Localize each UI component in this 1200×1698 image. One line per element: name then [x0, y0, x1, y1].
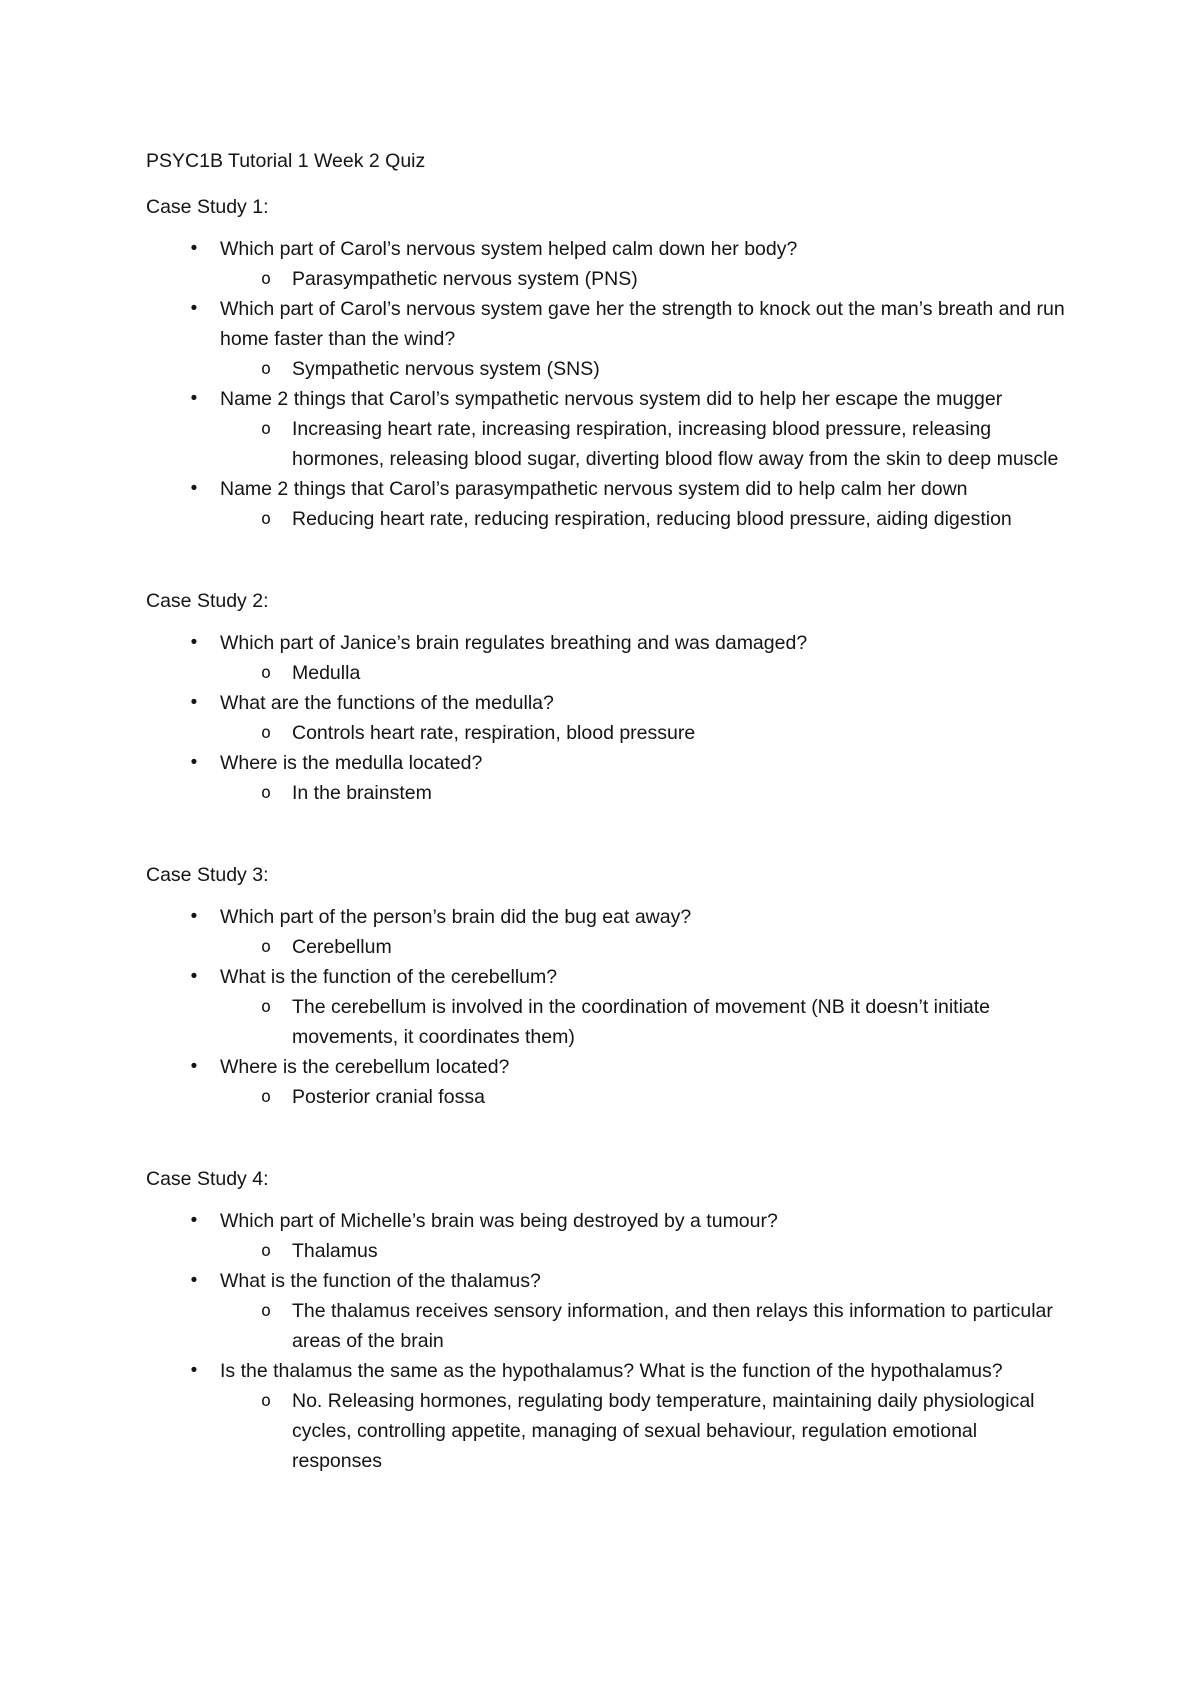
answer-text: Reducing heart rate, reducing respiration, reducing blood pressure, aiding digestion — [292, 508, 1012, 530]
question-text: Which part of the person’s brain did the bug eat away? — [220, 906, 692, 928]
question-text: What is the function of the cerebellum? — [220, 966, 558, 988]
answer-text: The cerebellum is involved in the coordination of movement (NB it doesn’t initiate movements, it coordinates them) — [292, 996, 991, 1048]
answer-item — [146, 414, 1066, 474]
question-item — [146, 1206, 1066, 1236]
question-text: Which part of Michelle’s brain was being destroyed by a tumour? — [220, 1210, 778, 1232]
answer-bullet-icon: o — [260, 509, 272, 529]
document-title: PSYC1B Tutorial 1 Week 2 Quiz — [146, 150, 426, 172]
case-study-heading: Case Study 4: — [146, 1168, 269, 1190]
answer-bullet-icon: o — [260, 1301, 272, 1321]
case-study-section — [146, 1164, 1066, 1476]
question-list — [146, 902, 1066, 1112]
answer-bullet-icon: o — [260, 783, 272, 803]
answer-item — [146, 504, 1066, 534]
question-item — [146, 962, 1066, 992]
question-item — [146, 234, 1066, 264]
answer-text: Increasing heart rate, increasing respiration, increasing blood pressure, releasing hormones, releasing blood sugar, diverting blood flow away from the skin to deep muscle — [292, 418, 1059, 470]
answer-bullet-icon: o — [260, 1241, 272, 1261]
answer-text: Parasympathetic nervous system (PNS) — [292, 268, 638, 290]
bullet-icon: • — [190, 1270, 198, 1291]
answer-bullet-icon: o — [260, 997, 272, 1017]
question-text: Name 2 things that Carol’s sympathetic nervous system did to help her escape the mugger — [220, 388, 1003, 410]
bullet-icon: • — [190, 632, 198, 653]
question-item — [146, 1356, 1066, 1386]
answer-item — [146, 354, 1066, 384]
case-study-heading: Case Study 3: — [146, 864, 269, 886]
question-item — [146, 628, 1066, 658]
question-text: Which part of Janice’s brain regulates breathing and was damaged? — [220, 632, 808, 654]
answer-bullet-icon: o — [260, 937, 272, 957]
answer-bullet-icon: o — [260, 1087, 272, 1107]
answer-text: Sympathetic nervous system (SNS) — [292, 358, 600, 380]
answer-item — [146, 718, 1066, 748]
answer-item — [146, 992, 1066, 1052]
answer-item — [146, 932, 1066, 962]
question-item — [146, 748, 1066, 778]
question-list — [146, 234, 1066, 534]
answer-text: Medulla — [292, 662, 361, 684]
answer-item — [146, 658, 1066, 688]
bullet-icon: • — [190, 1360, 198, 1381]
answer-bullet-icon: o — [260, 269, 272, 289]
answer-item — [146, 1082, 1066, 1112]
answer-text: Posterior cranial fossa — [292, 1086, 485, 1108]
question-text: Which part of Carol’s nervous system gave her the strength to knock out the man’s breath and run home faster than the wind? — [220, 298, 1065, 350]
answer-text: No. Releasing hormones, regulating body temperature, maintaining daily physiological cycles, controlling appetite, managing of sexual behaviour, regulation emotional responses — [292, 1390, 1035, 1472]
question-item — [146, 384, 1066, 414]
question-item — [146, 688, 1066, 718]
bullet-icon: • — [190, 478, 198, 499]
question-item — [146, 1266, 1066, 1296]
answer-text: Controls heart rate, respiration, blood pressure — [292, 722, 696, 744]
case-study-section — [146, 192, 1066, 534]
case-study-heading: Case Study 1: — [146, 196, 269, 218]
bullet-icon: • — [190, 1210, 198, 1231]
answer-item — [146, 778, 1066, 808]
answer-item — [146, 1296, 1066, 1356]
case-study-section — [146, 586, 1066, 808]
bullet-icon: • — [190, 966, 198, 987]
answer-bullet-icon: o — [260, 723, 272, 743]
answer-text: The thalamus receives sensory information, and then relays this information to particular areas of the brain — [292, 1300, 1053, 1352]
question-text: What is the function of the thalamus? — [220, 1270, 541, 1292]
document-body — [146, 146, 1066, 1476]
answer-text: Thalamus — [292, 1240, 378, 1262]
question-item — [146, 902, 1066, 932]
question-list — [146, 1206, 1066, 1476]
case-studies — [146, 192, 1066, 1476]
answer-item — [146, 264, 1066, 294]
question-text: Where is the cerebellum located? — [220, 1056, 510, 1078]
question-text: Name 2 things that Carol’s parasympathetic nervous system did to help calm her down — [220, 478, 968, 500]
case-study-section — [146, 860, 1066, 1112]
bullet-icon: • — [190, 238, 198, 259]
question-list — [146, 628, 1066, 808]
bullet-icon: • — [190, 692, 198, 713]
question-item — [146, 1052, 1066, 1082]
question-item — [146, 474, 1066, 504]
question-text: What are the functions of the medulla? — [220, 692, 554, 714]
question-text: Is the thalamus the same as the hypothalamus? What is the function of the hypothalamus? — [220, 1360, 1003, 1382]
answer-bullet-icon: o — [260, 419, 272, 439]
case-study-heading: Case Study 2: — [146, 590, 269, 612]
answer-text: Cerebellum — [292, 936, 392, 958]
answer-item — [146, 1236, 1066, 1266]
question-text: Which part of Carol’s nervous system helped calm down her body? — [220, 238, 798, 260]
bullet-icon: • — [190, 906, 198, 927]
question-item — [146, 294, 1066, 354]
question-text: Where is the medulla located? — [220, 752, 483, 774]
bullet-icon: • — [190, 752, 198, 773]
answer-bullet-icon: o — [260, 663, 272, 683]
bullet-icon: • — [190, 1056, 198, 1077]
bullet-icon: • — [190, 388, 198, 409]
answer-bullet-icon: o — [260, 359, 272, 379]
answer-item — [146, 1386, 1066, 1476]
answer-text: In the brainstem — [292, 782, 432, 804]
bullet-icon: • — [190, 298, 198, 319]
answer-bullet-icon: o — [260, 1391, 272, 1411]
